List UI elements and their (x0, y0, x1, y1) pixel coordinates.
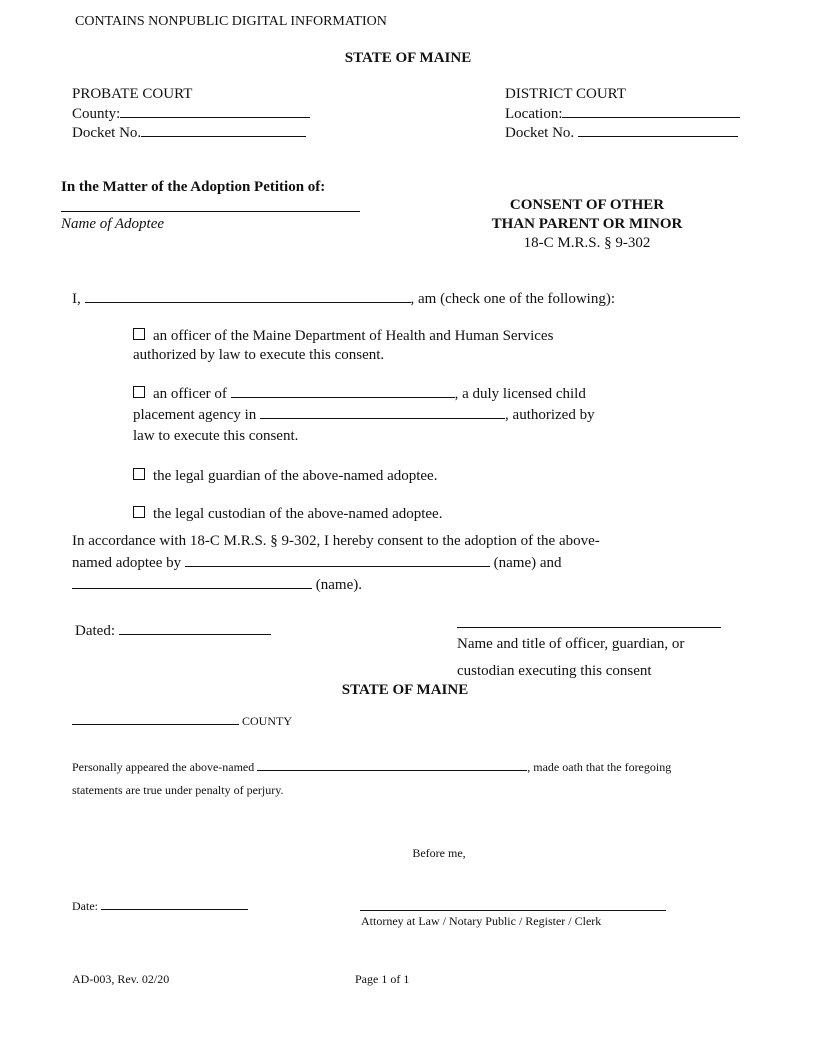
custodian-text: the legal custodian of the above-named adoptee. (153, 506, 443, 522)
notary-appeared-line (72, 760, 671, 775)
agency-prefix: an officer of (153, 386, 227, 402)
notary-appeared-line2: statements are true under penalty of perjury. (72, 783, 284, 797)
district-docket-field[interactable] (578, 124, 738, 137)
notary-appeared-prefix: Personally appeared the above-named (72, 760, 255, 774)
consent-line2 (72, 554, 562, 572)
matter-heading: In the Matter of the Adoption Petition of: (61, 179, 326, 195)
agency-name-field[interactable] (231, 385, 455, 398)
agency-line2-prefix: placement agency in (133, 407, 257, 423)
agency-mid: , a duly licensed child (454, 386, 586, 402)
consent-line2-prefix: named adoptee by (72, 555, 182, 571)
notary-county-row (72, 714, 292, 729)
guardian-checkbox[interactable] (133, 468, 145, 480)
agency-line3: law to execute this consent. (133, 428, 299, 444)
intro-suffix: , am (check one of the following): (410, 291, 616, 307)
district-location-label: Location: (505, 106, 563, 122)
probate-docket-label: Docket No. (72, 125, 142, 141)
notary-date-field[interactable] (101, 899, 248, 910)
dated-field[interactable] (119, 622, 271, 635)
probate-county-label: County: (72, 106, 121, 122)
probate-county-field[interactable] (120, 105, 310, 118)
intro-line (72, 290, 615, 308)
agency-line2-suffix: , authorized by (505, 407, 595, 423)
probate-docket-row (72, 124, 306, 142)
option-agency (133, 385, 586, 403)
guardian-text: the legal guardian of the above-named adoptee. (153, 468, 438, 484)
agency-line2 (133, 406, 595, 424)
option-custodian (133, 506, 442, 523)
consent-line3-suffix: (name). (315, 577, 362, 593)
state-heading: STATE OF MAINE (344, 50, 472, 66)
notary-date-row (72, 899, 248, 914)
confidentiality-notice: CONTAINS NONPUBLIC DIGITAL INFORMATION (75, 14, 387, 29)
notary-state-heading: STATE OF MAINE (341, 682, 469, 698)
district-location-row (505, 105, 740, 123)
notary-county-label: COUNTY (242, 714, 292, 728)
custodian-checkbox[interactable] (133, 506, 145, 518)
page-number: Page 1 of 1 (355, 972, 410, 986)
agency-checkbox[interactable] (133, 386, 145, 398)
consent-line2-suffix: (name) and (493, 555, 562, 571)
form-statute: 18-C M.R.S. § 9-302 (523, 235, 651, 251)
declarant-name-field[interactable] (85, 290, 411, 303)
signature-caption-line2: custodian executing this consent (457, 663, 652, 679)
option-guardian (133, 468, 437, 485)
dhhs-checkbox[interactable] (133, 328, 145, 340)
official-caption: Attorney at Law / Notary Public / Register / Clerk (361, 914, 602, 928)
intro-prefix: I, (72, 291, 81, 307)
notary-date-label: Date: (72, 899, 98, 913)
probate-docket-field[interactable] (141, 124, 306, 137)
adoptee-name-field[interactable] (61, 211, 360, 212)
probate-court-title: PROBATE COURT (72, 86, 193, 102)
form-title-line1: CONSENT OF OTHER (509, 197, 665, 213)
notary-before-me: Before me, (412, 846, 466, 860)
dhhs-text-line1: an officer of the Maine Department of Health and Human Services (153, 328, 554, 344)
dated-row (75, 622, 271, 640)
district-location-field[interactable] (562, 105, 740, 118)
consenting-name-field-2[interactable] (72, 576, 312, 589)
district-docket-label: Docket No. (505, 125, 575, 141)
notary-county-field[interactable] (72, 714, 239, 725)
form-title-line2: THAN PARENT OR MINOR (491, 216, 683, 232)
signature-caption-line1: Name and title of officer, guardian, or (457, 636, 685, 652)
agency-location-field[interactable] (260, 406, 505, 419)
official-signature-line[interactable] (360, 910, 666, 911)
dhhs-text-line2: authorized by law to execute this consent. (133, 347, 385, 363)
district-court-title: DISTRICT COURT (505, 86, 626, 102)
consenting-name-field-1[interactable] (185, 554, 490, 567)
notary-appeared-suffix: , made oath that the foregoing (527, 760, 672, 774)
notary-appeared-name-field[interactable] (257, 760, 527, 771)
form-number: AD-003, Rev. 02/20 (72, 972, 170, 986)
consent-line3 (72, 576, 362, 594)
adoptee-label: Name of Adoptee (61, 216, 165, 232)
dated-label: Dated: (75, 623, 115, 639)
probate-county-row (72, 105, 310, 123)
signature-line[interactable] (457, 627, 721, 628)
option-dhhs (133, 328, 553, 345)
district-docket-row (505, 124, 738, 142)
consent-line1: In accordance with 18-C M.R.S. § 9-302, I hereby consent to the adoption of the above- (72, 533, 600, 549)
